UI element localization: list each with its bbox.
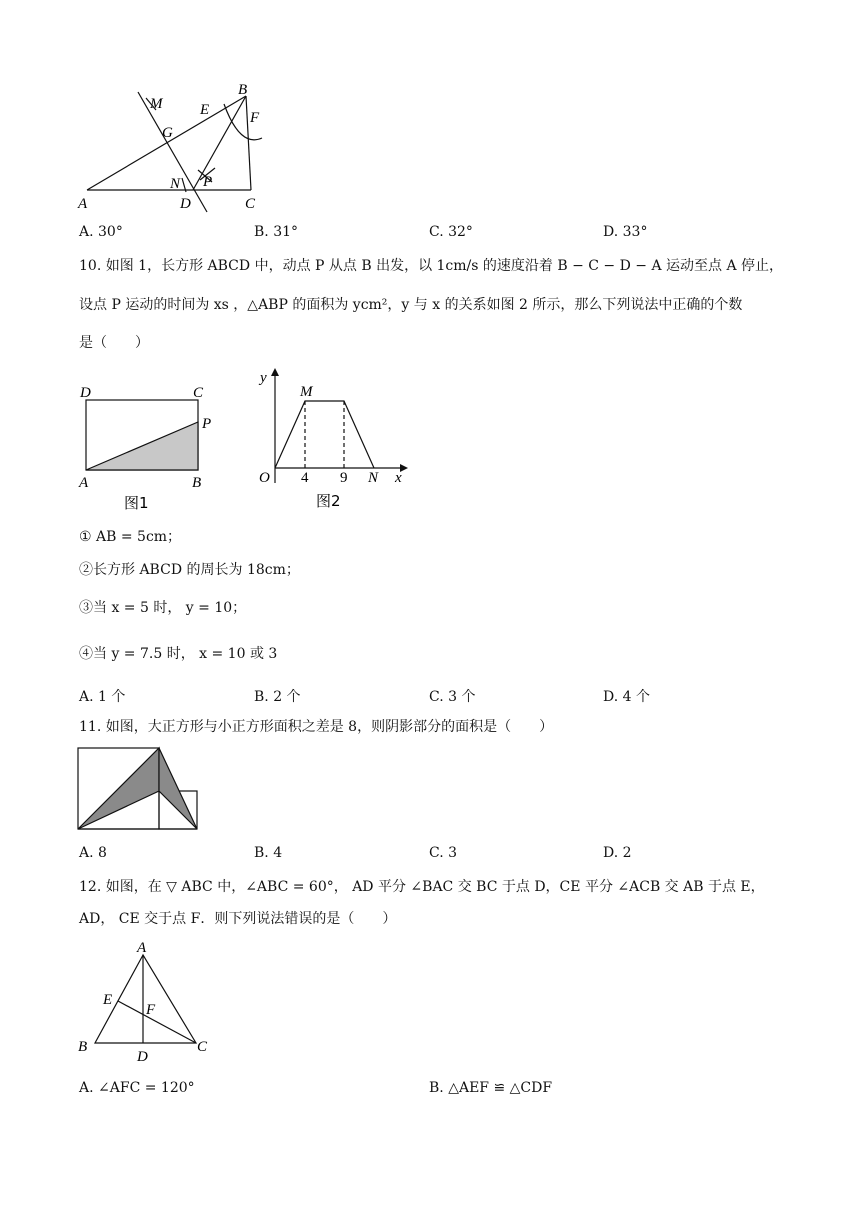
- q9-label-E: E: [200, 102, 210, 118]
- q9-label-C: C: [245, 196, 256, 212]
- q9-label-B: B: [238, 82, 248, 98]
- q12-figure: [70, 935, 220, 1065]
- q12-stem-line1: 12. 如图，在 ▽ ABC 中，∠ABC = 60°， AD 平分 ∠BAC 交 BC 于点 D，CE 平分 ∠ACB 交 AB 于点 E，: [79, 879, 765, 895]
- q12-label-E: E: [103, 992, 113, 1008]
- q11-figure: [76, 746, 206, 836]
- q12-label-B: B: [78, 1039, 88, 1055]
- q10-fig2-label-x: x: [395, 470, 402, 486]
- q12-label-A: A: [137, 940, 147, 956]
- q9-label-A: A: [78, 196, 88, 212]
- q11-option-a: A. 8: [79, 845, 107, 861]
- q11-option-d: D. 2: [603, 845, 632, 861]
- q10-statement-2: ②长方形 ABCD 的周长为 18cm；: [79, 562, 300, 578]
- q10-fig2-label-O: O: [259, 470, 270, 486]
- q9-option-d: D. 33°: [603, 224, 648, 240]
- q9-label-M: M: [150, 96, 163, 112]
- q10-stem-line1: 10. 如图 1，长方形 ABCD 中，动点 P 从点 B 出发，以 1cm/s 的速度沿着 B − C − D − A 运动至点 A 停止，: [79, 258, 784, 274]
- q10-fig1-label-P: P: [202, 416, 212, 432]
- q10-option-b: B. 2 个: [254, 689, 301, 705]
- q9-label-N: N: [170, 176, 181, 192]
- q10-option-a: A. 1 个: [79, 689, 126, 705]
- q10-fig2-tick-9: 9: [340, 470, 348, 486]
- q10-option-d: D. 4 个: [603, 689, 650, 705]
- q12-option-a: A. ∠AFC = 120°: [79, 1080, 195, 1096]
- q9-label-F: F: [250, 110, 260, 126]
- q12-option-b: B. △AEF ≌ △CDF: [429, 1080, 553, 1096]
- q12-label-F: F: [146, 1002, 156, 1018]
- q10-statement-4: ④当 y = 7.5 时， x = 10 或 3: [79, 646, 278, 662]
- q11-option-c: C. 3: [429, 845, 458, 861]
- q10-figure-1: [70, 375, 270, 515]
- q9-figure: [0, 0, 860, 220]
- q12-label-C: C: [197, 1039, 208, 1055]
- q10-fig2-tick-4: 4: [301, 470, 309, 486]
- q10-statement-1: ① AB = 5cm；: [79, 529, 182, 545]
- q9-option-a: A. 30°: [79, 224, 123, 240]
- q11-stem: 11. 如图，大正方形与小正方形面积之差是 8，则阴影部分的面积是（ ）: [79, 719, 554, 735]
- q10-fig2-caption: 图2: [316, 492, 341, 510]
- q10-fig2-label-N: N: [368, 470, 379, 486]
- q10-stem-line2: 设点 P 运动的时间为 xs ，△ABP 的面积为 ycm²，y 与 x 的关系如图 2 所示，那么下列说法中正确的个数: [79, 297, 743, 313]
- q10-fig1-label-C: C: [193, 385, 204, 401]
- q9-label-D: D: [180, 196, 191, 212]
- q12-label-D: D: [137, 1049, 148, 1065]
- q10-fig1-label-A: A: [79, 475, 89, 491]
- q10-fig2-label-y: y: [260, 370, 267, 386]
- q10-fig1-caption: 图1: [124, 494, 149, 512]
- q10-fig1-label-D: D: [80, 385, 91, 401]
- q9-label-P: P: [203, 174, 213, 190]
- q11-option-b: B. 4: [254, 845, 283, 861]
- q12-stem-line2: AD， CE 交于点 F．则下列说法错误的是（ ）: [79, 911, 397, 927]
- q9-option-b: B. 31°: [254, 224, 299, 240]
- q10-fig1-label-B: B: [192, 475, 202, 491]
- q9-label-G: G: [162, 125, 173, 141]
- q10-fig2-label-M: M: [300, 384, 313, 400]
- q10-option-c: C. 3 个: [429, 689, 476, 705]
- q10-statement-3: ③当 x = 5 时， y = 10；: [79, 600, 247, 616]
- q9-option-c: C. 32°: [429, 224, 473, 240]
- q10-figure-2: [250, 368, 420, 508]
- q10-stem-line3: 是（ ）: [79, 335, 149, 351]
